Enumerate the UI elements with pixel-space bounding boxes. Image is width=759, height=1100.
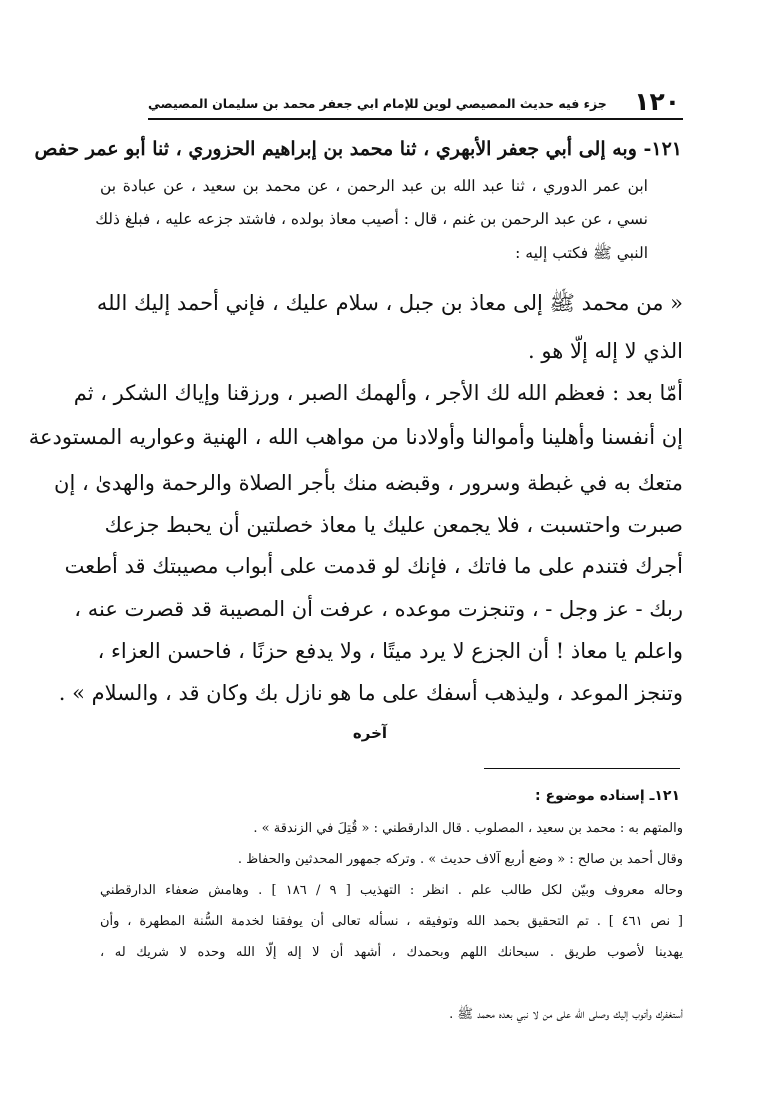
- letter-text-line: متعك به في غبطة وسرور ، وقبضه منك بأجر الصلاة والرحمة والهدىٰ ، إن: [54, 471, 683, 495]
- letter-text-line: إن أنفسنا وأهلينا وأموالنا وأولادنا من مواهب الله ، الهنية وعواريه المستودعة: [28, 425, 683, 449]
- header-divider: [148, 118, 683, 120]
- footnote-line: يهدينا لأصوب طريق . سبحانك اللهم وبحمدك ، أشهد أن لا إله إلّا الله وحده لا شريك له ،: [100, 945, 683, 960]
- hadith-isnad-line: النبي ﷺ فكتب إليه :: [515, 244, 648, 262]
- page-number: ١٢٠: [634, 87, 680, 116]
- letter-text-line: وتنجز الموعد ، وليذهب أسفك على ما هو نازل بك وكان قد ، والسلام » .: [58, 681, 683, 705]
- letter-text-line: صبرت واحتسبت ، فلا يجمعن عليك يا معاذ خصلتين أن يحبط جزعك: [104, 513, 683, 537]
- hadith-isnad-line: ابن عمر الدوري ، ثنا عبد الله بن عبد الرحمن ، عن محمد بن سعيد ، عن عبادة بن: [100, 177, 648, 195]
- letter-text-line: أجرك فتندم على ما فاتك ، فإنك لو قدمت على أبواب مصيبتك قد أطعت: [64, 554, 683, 578]
- footnote-line: وقال أحمد بن صالح : « وضع أربع آلاف حديث » . وتركه جمهور المحدثين والحفاظ .: [237, 852, 683, 867]
- hadith-isnad-head: ١٢١- وبه إلى أبي جعفر الأبهري ، ثنا محمد بن إبراهيم الحزوري ، ثنا أبو عمر حفص: [34, 138, 682, 160]
- closing-word: آخره: [352, 724, 388, 742]
- letter-text-line: أمّا بعد : فعظم الله لك الأجر ، وألهمك الصبر ، ورزقنا وإياك الشكر ، ثم: [73, 381, 683, 405]
- letter-text-line: ربك - عز وجل - ، وتنجزت موعده ، عرفت أن المصيبة قد قصرت عنه ،: [74, 597, 683, 621]
- book-title: جزء فيه حديث المصيصي لوين للإمام ابي جعفر محمد بن سليمان المصيصي: [148, 96, 607, 111]
- footnote-heading: ١٢١ـ إسناده موضوع :: [535, 788, 680, 804]
- running-header: [148, 84, 680, 114]
- letter-text-line: « من محمد ﷺ إلى معاذ بن جبل ، سلام عليك ، فإني أحمد إليك الله: [96, 291, 683, 315]
- hadith-isnad-line: نسي ، عن عبد الرحمن بن غنم ، قال : أصيب معاذ بولده ، فاشتد جزعه عليه ، فبلغ ذلك: [95, 210, 648, 228]
- footnote-line: وحاله معروف وبيّن لكل طالب علم . انظر : التهذيب [ ٩ / ١٨٦ ] . وهامش ضعفاء الدارقطني: [100, 883, 683, 898]
- footnote-line: والمتهم به : محمد بن سعيد ، المصلوب . قال الدارقطني : « قُتِلَ في الزندقة » .: [253, 821, 683, 836]
- footnote-line: أستغفرك وأتوب إليك وصلى الله على من لا نبي بعده محمد ﷺ .: [449, 1007, 683, 1022]
- footnote-divider: [484, 768, 680, 769]
- letter-text-line: الذي لا إله إلّا هو .: [528, 339, 683, 363]
- footnote-line: [ نص ٤٦١ ] . تم التحقيق بحمد الله وتوفيقه ، نسأله تعالى أن يوفقنا لخدمة السُّنة المطهرة ، وأن: [100, 914, 684, 929]
- letter-text-line: واعلم يا معاذ ! أن الجزع لا يرد ميتًا ، ولا يدفع حزنًا ، فاحسن العزاء ،: [97, 639, 683, 663]
